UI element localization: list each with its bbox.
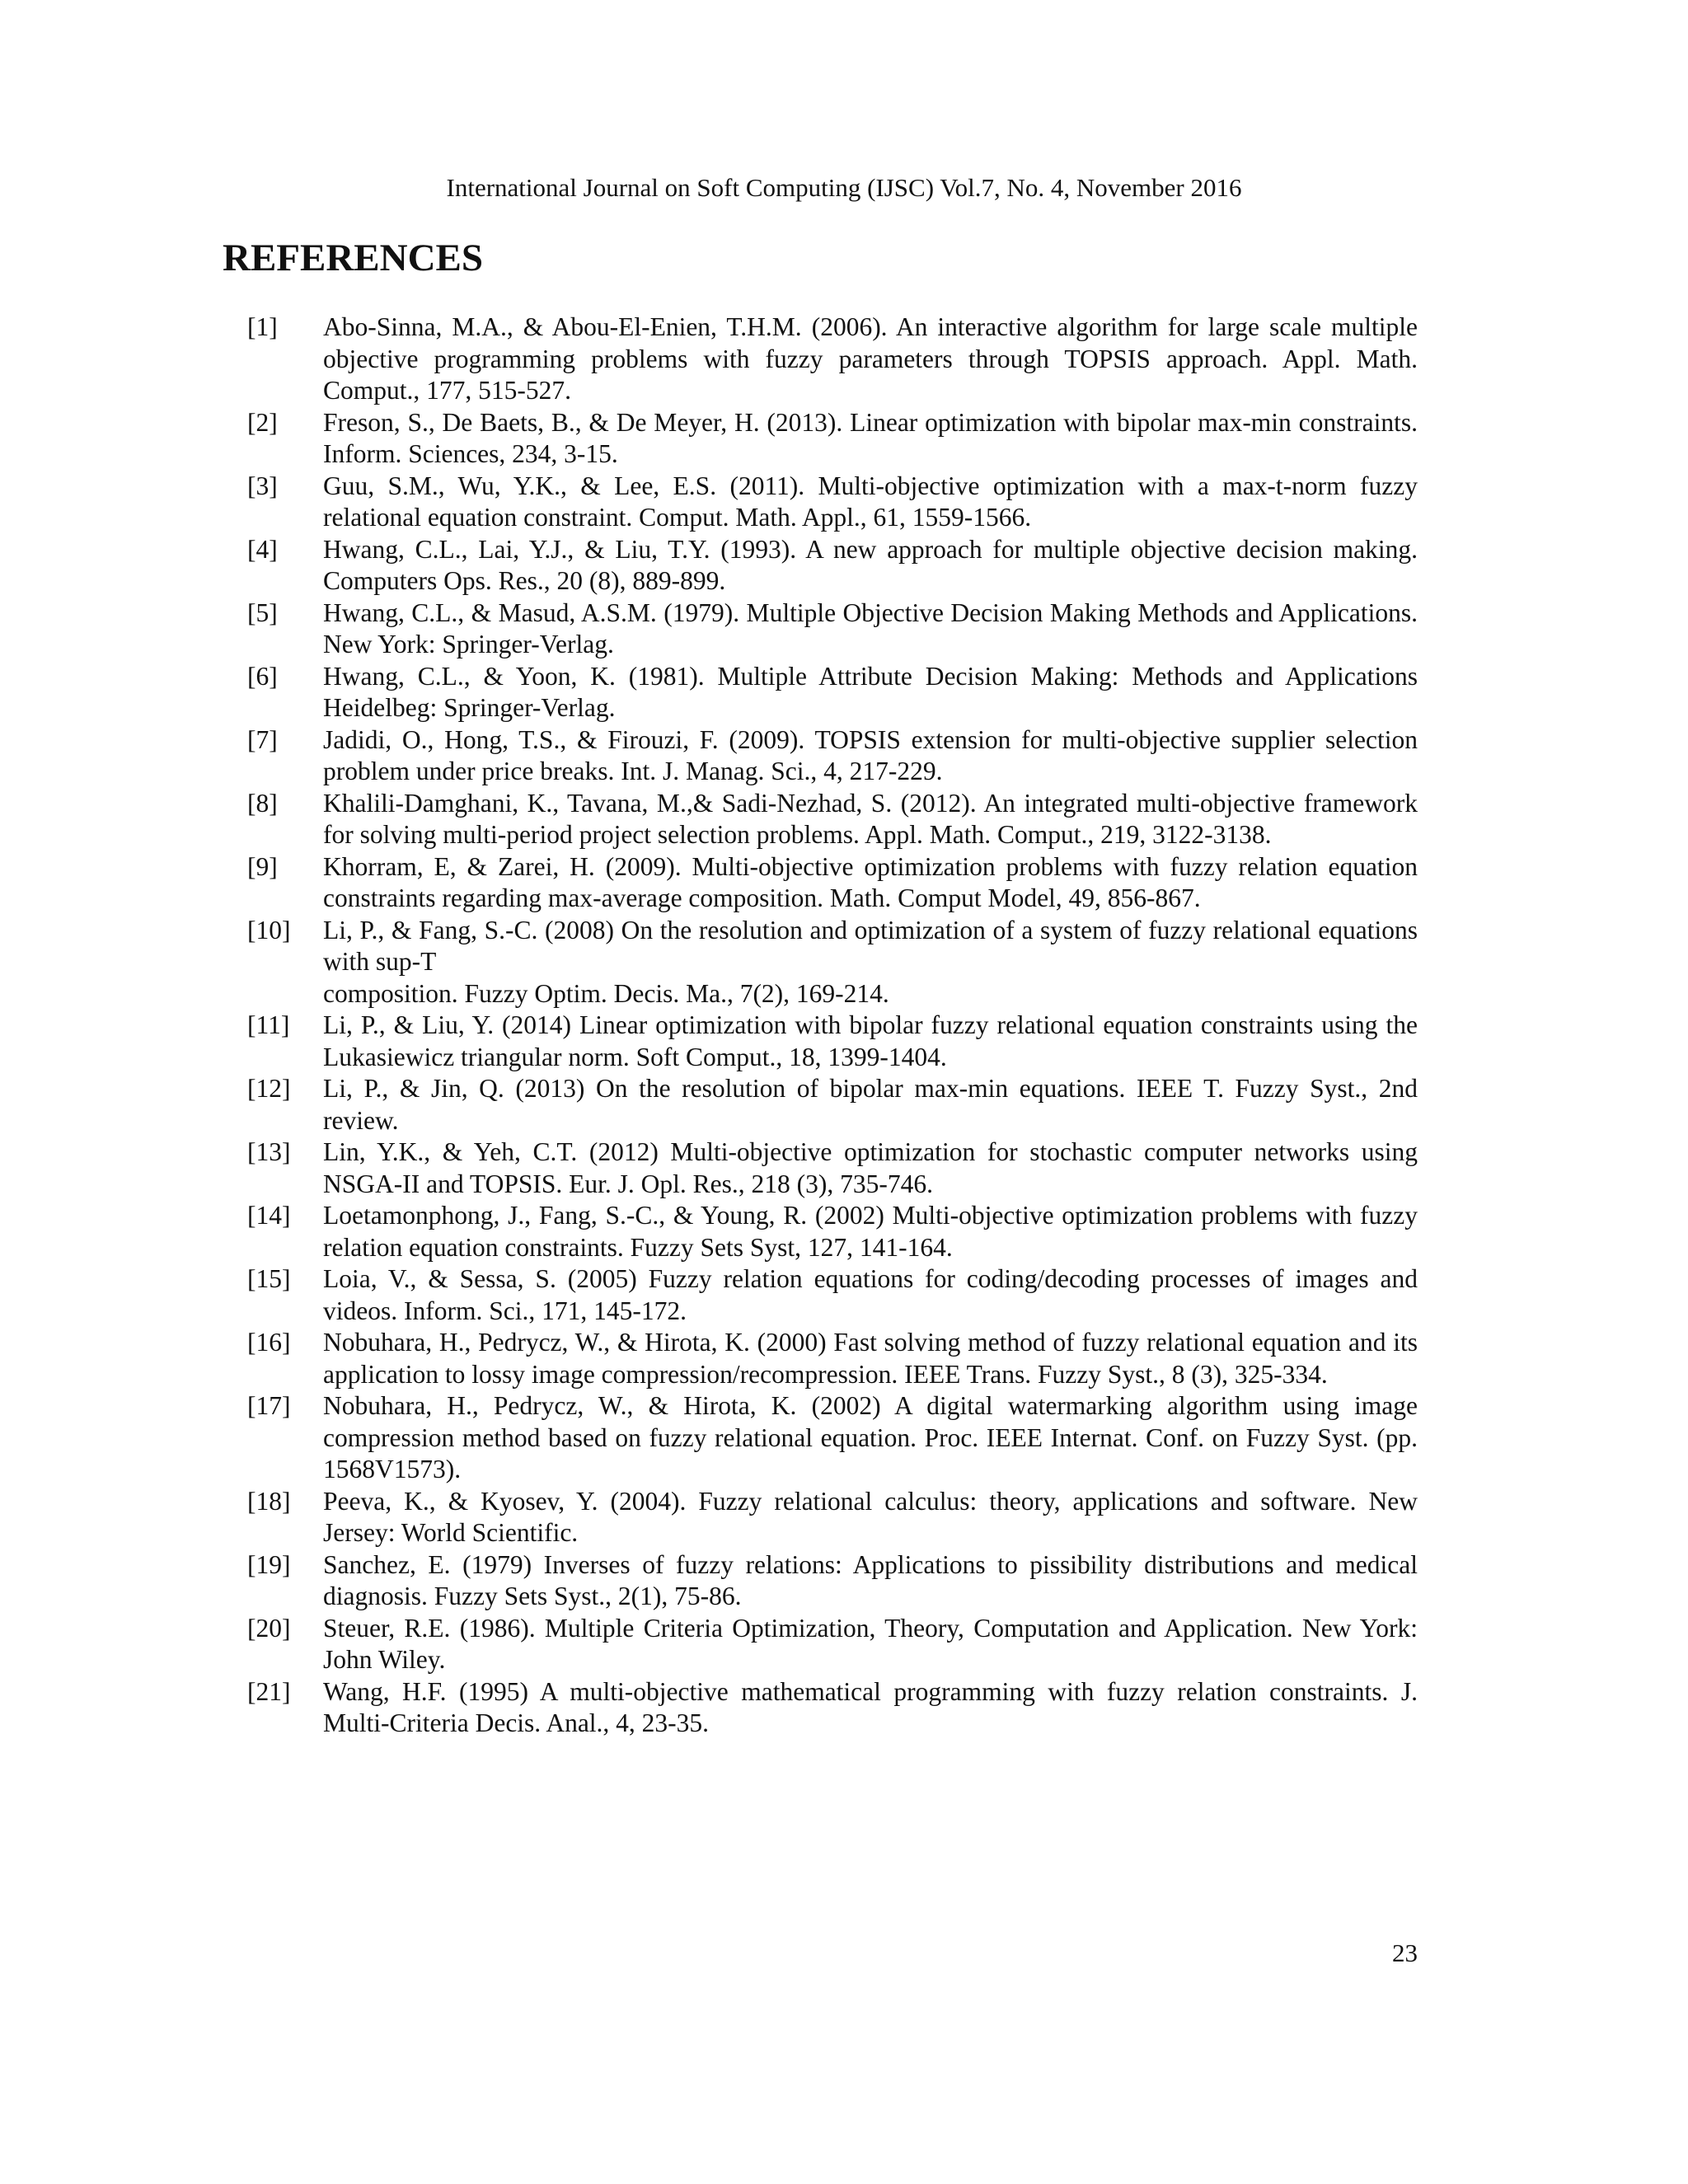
reference-item (247, 1073, 1418, 1137)
reference-number: [19] (247, 1549, 291, 1579)
reference-citation: Nobuhara, H., Pedrycz, W., & Hirota, K. (2002) A digital watermarking algorithm using image compression method based on fuzzy relational equation. Proc. IEEE Internat. Conf. on Fuzzy Syst. (pp. 1568V1573). (323, 1391, 1418, 1483)
reference-number: [21] (247, 1676, 291, 1706)
reference-text (323, 1390, 1418, 1486)
reference-citation: Abo-Sinna, M.A., & Abou-El-Enien, T.H.M. (2006). An interactive algorithm for large scale multiple objective programming problems with fuzzy parameters through TOPSIS approach. Appl. Math. Comput., 177, 515-527. (323, 312, 1418, 405)
reference-text (323, 724, 1418, 788)
reference-text (323, 1263, 1418, 1327)
reference-item (247, 1263, 1418, 1327)
reference-item (247, 1137, 1418, 1200)
reference-citation: Loetamonphong, J., Fang, S.-C., & Young, R. (2002) Multi-objective optimization problems with fuzzy relation equation constraints. Fuzzy Sets Syst, 127, 141-164. (323, 1201, 1418, 1262)
reference-number: [20] (247, 1613, 291, 1643)
reference-number: [10] (247, 915, 291, 944)
reference-citation: Li, P., & Liu, Y. (2014) Linear optimization with bipolar fuzzy relational equation constraints using the Lukasiewicz triangular norm. Soft Comput., 18, 1399-1404. (323, 1010, 1418, 1071)
reference-citation: Hwang, C.L., & Yoon, K. (1981). Multiple Attribute Decision Making: Methods and Applications Heidelbeg: Springer-Verlag. (323, 661, 1418, 722)
reference-text (323, 1137, 1418, 1200)
reference-text (323, 661, 1418, 724)
reference-continuation-line: composition. Fuzzy Optim. Decis. Ma., 7(2), 169-214. (323, 978, 889, 1008)
reference-number: [6] (247, 661, 278, 691)
reference-number: [16] (247, 1328, 291, 1357)
reference-text (323, 851, 1418, 915)
reference-citation: Khalili-Damghani, K., Tavana, M.,& Sadi-Nezhad, S. (2012). An integrated multi-objective framework for solving multi-period project selection problems. Appl. Math. Comput., 219, 3122-3138. (323, 788, 1418, 849)
reference-citation: Khorram, E, & Zarei, H. (2009). Multi-objective optimization problems with fuzzy relation equation constraints regarding max-average composition. Math. Comput Model, 49, 856-867. (323, 851, 1418, 912)
reference-item (247, 788, 1418, 851)
running-header: International Journal on Soft Computing (IJSC) Vol.7, No. 4, November 2016 (446, 173, 1242, 202)
page-number: 23 (1392, 1938, 1418, 1967)
reference-text (323, 1010, 1418, 1073)
reference-text (323, 1200, 1418, 1263)
reference-number: [13] (247, 1137, 291, 1166)
reference-item (247, 1486, 1418, 1549)
reference-item (247, 915, 1418, 1010)
reference-list (247, 312, 1418, 1740)
reference-number: [11] (247, 1010, 290, 1039)
reference-item (247, 1010, 1418, 1073)
reference-item (247, 1676, 1418, 1740)
reference-item (247, 1200, 1418, 1263)
reference-text (323, 598, 1418, 661)
reference-text (323, 534, 1418, 598)
reference-citation: Li, P., & Fang, S.-C. (2008) On the resolution and optimization of a system of fuzzy relational equations with sup-T (323, 915, 1418, 976)
reference-text (323, 312, 1418, 407)
reference-number: [1] (247, 312, 278, 341)
reference-item (247, 661, 1418, 724)
reference-number: [17] (247, 1391, 291, 1420)
reference-citation: Loia, V., & Sessa, S. (2005) Fuzzy relation equations for coding/decoding processes of images and videos. Inform. Sci., 171, 145-172. (323, 1264, 1418, 1325)
reference-citation: Steuer, R.E. (1986). Multiple Criteria Optimization, Theory, Computation and Application. New York: John Wiley. (323, 1613, 1418, 1674)
reference-number: [18] (247, 1486, 291, 1516)
reference-citation: Sanchez, E. (1979) Inverses of fuzzy relations: Applications to pissibility distributions and medical diagnosis. Fuzzy Sets Syst., 2(1), 75-86. (323, 1549, 1418, 1610)
reference-item (247, 407, 1418, 471)
reference-text (323, 471, 1418, 534)
reference-item (247, 724, 1418, 788)
reference-text (323, 915, 1418, 1010)
reference-number: [9] (247, 851, 278, 881)
reference-item (247, 851, 1418, 915)
reference-item (247, 1549, 1418, 1613)
reference-item (247, 534, 1418, 598)
reference-citation: Hwang, C.L., Lai, Y.J., & Liu, T.Y. (1993). A new approach for multiple objective decision making. Computers Ops. Res., 20 (8), 889-899. (323, 534, 1418, 595)
reference-text (323, 1327, 1418, 1390)
reference-citation: Freson, S., De Baets, B., & De Meyer, H. (2013). Linear optimization with bipolar max-min constraints. Inform. Sciences, 234, 3-15. (323, 407, 1418, 468)
reference-number: [3] (247, 471, 278, 500)
section-title: REFERENCES (223, 237, 484, 279)
reference-number: [8] (247, 788, 278, 818)
reference-text (323, 1549, 1418, 1613)
reference-item (247, 598, 1418, 661)
reference-citation: Jadidi, O., Hong, T.S., & Firouzi, F. (2009). TOPSIS extension for multi-objective supplier selection problem under price breaks. Int. J. Manag. Sci., 4, 217-229. (323, 724, 1418, 785)
reference-text (323, 1613, 1418, 1676)
reference-number: [7] (247, 724, 278, 754)
reference-number: [14] (247, 1201, 291, 1230)
reference-text (323, 788, 1418, 851)
reference-number: [15] (247, 1264, 291, 1293)
reference-number: [4] (247, 534, 278, 564)
reference-citation: Guu, S.M., Wu, Y.K., & Lee, E.S. (2011). Multi-objective optimization with a max-t-norm fuzzy relational equation constraint. Comput. Math. Appl., 61, 1559-1566. (323, 471, 1418, 532)
reference-text (323, 1676, 1418, 1740)
reference-item (247, 312, 1418, 407)
reference-item (247, 1613, 1418, 1676)
reference-number: [12] (247, 1074, 291, 1103)
reference-item (247, 1327, 1418, 1390)
reference-citation: Nobuhara, H., Pedrycz, W., & Hirota, K. (2000) Fast solving method of fuzzy relational equation and its application to lossy image compression/recompression. IEEE Trans. Fuzzy Syst., 8 (3), 325-334. (323, 1328, 1418, 1389)
reference-citation: Wang, H.F. (1995) A multi-objective mathematical programming with fuzzy relation constraints. J. Multi-Criteria Decis. Anal., 4, 23-35. (323, 1676, 1418, 1737)
reference-number: [5] (247, 598, 278, 627)
reference-citation: Li, P., & Jin, Q. (2013) On the resolution of bipolar max-min equations. IEEE T. Fuzzy Syst., 2nd review. (323, 1074, 1418, 1135)
reference-text (323, 1486, 1418, 1549)
reference-item (247, 1390, 1418, 1486)
reference-text (323, 1073, 1418, 1137)
reference-citation: Hwang, C.L., & Masud, A.S.M. (1979). Multiple Objective Decision Making Methods and Applications. New York: Springer-Verlag. (323, 598, 1418, 658)
reference-number: [2] (247, 407, 278, 437)
reference-citation: Lin, Y.K., & Yeh, C.T. (2012) Multi-objective optimization for stochastic computer networks using NSGA-II and TOPSIS. Eur. J. Opl. Res., 218 (3), 735-746. (323, 1137, 1418, 1198)
reference-item (247, 471, 1418, 534)
reference-citation: Peeva, K., & Kyosev, Y. (2004). Fuzzy relational calculus: theory, applications and software. New Jersey: World Scientific. (323, 1486, 1418, 1547)
reference-text (323, 407, 1418, 471)
